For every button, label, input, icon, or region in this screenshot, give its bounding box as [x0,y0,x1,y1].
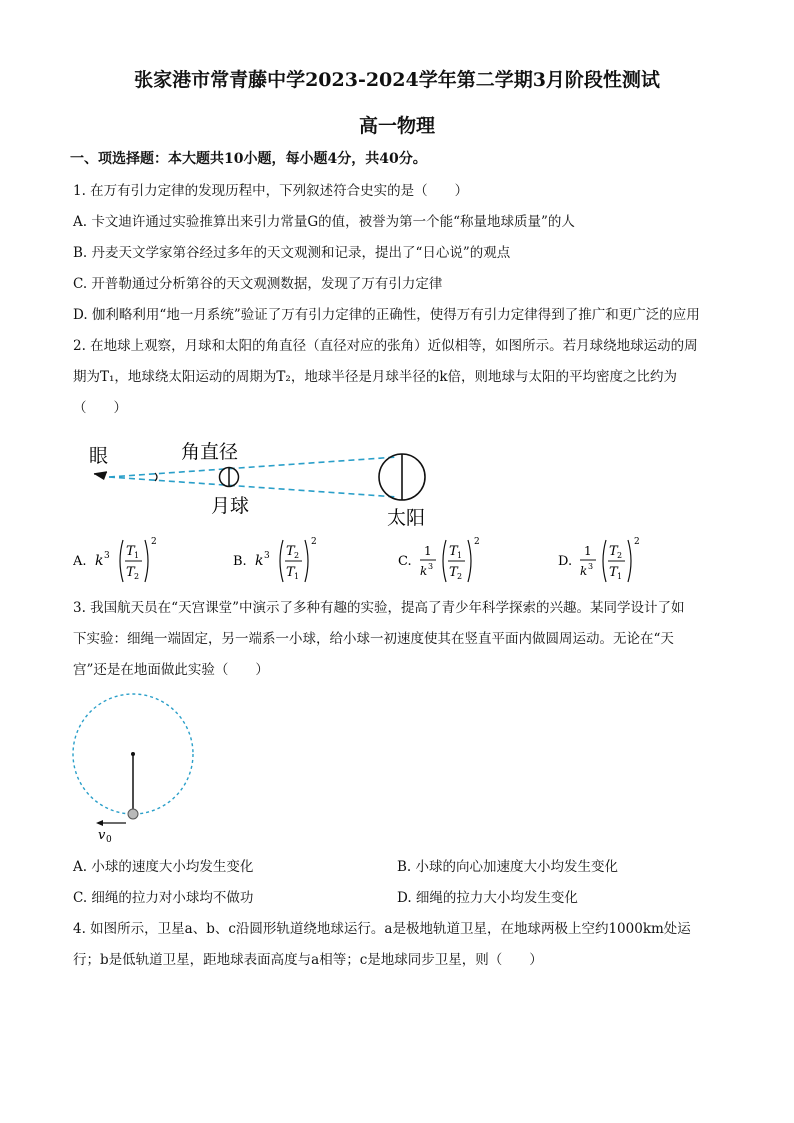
paren-left [280,540,283,582]
arrow-head-icon [96,820,103,826]
frac-num-sub: 1 [457,551,463,560]
frac-num: T [449,544,458,559]
q2-option-b [233,534,343,590]
frac-den-sub: 2 [457,572,463,581]
paren-right [305,540,308,582]
sightline-lower [109,477,397,497]
q2-option-d [558,534,668,590]
outer-exp: 2 [474,537,480,547]
paren-left [603,540,606,582]
q1-option-a: A. 卡文迪许通过实验推算出来引力常量G的值，被誉为第一个能“称量地球质量”的人 [73,214,575,230]
outer-exp: 2 [634,537,640,547]
coef-exp: 3 [264,551,270,561]
q2-line1: 2. 在地球上观察，月球和太阳的角直径（直径对应的张角）近似相等，如图所示。若月球绕地球运动的周 [73,338,698,354]
frac-den-sub: 1 [294,572,300,581]
q3-option-b: B. 小球的向心加速度大小均发生变化 [397,859,619,875]
frac-den: T [609,565,618,580]
option-label: D. [558,554,573,569]
sun-icon [379,454,425,500]
paren-right [468,540,471,582]
q2-option-a [73,534,183,590]
q3-line1: 3. 我国航天员在“天宫课堂”中演示了多种有趣的实验，提高了青少年科学探索的兴趣。某同学设计了如 [73,600,685,616]
eye-icon [94,472,107,480]
option-label: C. [398,554,412,569]
frac-den: T [126,565,135,580]
exam-subtitle: 高一物理 [358,115,435,137]
paren-right [628,540,631,582]
coef-k: k [255,553,264,569]
coef-den: k [420,564,428,578]
outer-exp: 2 [151,537,157,547]
paren-left [443,540,446,582]
frac-num-sub: 1 [134,551,140,560]
section-heading: 一、项选择题：本大题共10小题，每小题4分，共40分。 [70,151,427,167]
q1-option-d: D. 伽利略利用“地一月系统”验证了万有引力定律的正确性，使得万有引力定律得到了推广和更广泛的应用 [73,307,700,323]
frac-den-sub: 2 [134,572,140,581]
angle-arc [155,473,157,481]
q1-stem: 1. 在万有引力定律的发现历程中，下列叙述符合史实的是（ ） [73,183,469,199]
paren-left [120,540,123,582]
q2-option-c [398,534,508,590]
frac-den: T [449,565,458,580]
q3-option-c: C. 细绳的拉力对小球均不做功 [73,890,254,906]
label-moon: 月球 [211,495,250,517]
ball-icon [128,809,138,819]
q3-option-a: A. 小球的速度大小均发生变化 [73,859,254,875]
frac-den: T [286,565,295,580]
label-angular-diameter: 角直径 [181,441,239,463]
frac-num-sub: 2 [617,551,623,560]
exam-title: 张家港市常青藤中学2023-2024学年第二学期3月阶段性测试 [134,69,660,91]
frac-num: T [126,544,135,559]
coef-num: 1 [424,544,432,558]
q3-figure [66,692,201,842]
q2-line2: 期为T₁，地球绕太阳运动的周期为T₂，地球半径是月球半径的k倍，则地球与太阳的平均密度之比约为 [73,369,678,385]
coef-den-exp: 3 [588,562,594,571]
option-label: A. [73,554,87,569]
q2-line3: （ ） [73,400,127,416]
moon-icon [220,468,239,487]
frac-num: T [609,544,618,559]
q4-line1: 4. 如图所示，卫星a、b、c沿圆形轨道绕地球运行。a是极地轨道卫星，在地球两极上空约1000km处运 [73,921,691,937]
coef-den: k [580,564,588,578]
frac-den-sub: 1 [617,572,623,581]
q4-line2: 行；b是低轨道卫星，距地球表面高度与a相等；c是地球同步卫星，则（ ） [73,952,543,968]
label-v: v [98,828,106,842]
q3-option-d: D. 细绳的拉力大小均发生变化 [397,890,578,906]
frac-num: T [286,544,295,559]
coef-num: 1 [584,544,592,558]
paren-right [145,540,148,582]
outer-exp: 2 [311,537,317,547]
q3-line3: 宫”还是在地面做此实验（ ） [73,662,269,678]
q1-option-b: B. 丹麦天文学家第谷经过多年的天文观测和记录，提出了“日心说”的观点 [73,245,511,261]
sightline-upper [109,457,397,477]
label-sun: 太阳 [387,507,426,528]
option-label: B. [233,554,247,569]
coef-k: k [95,553,104,569]
label-v-sub: 0 [106,835,112,842]
frac-num-sub: 2 [294,551,300,560]
q1-option-c: C. 开普勒通过分析第谷的天文观测数据，发现了万有引力定律 [73,276,443,292]
coef-den-exp: 3 [428,562,434,571]
q2-figure [85,436,445,528]
coef-exp: 3 [104,551,110,561]
label-eye: 眼 [89,445,109,467]
q3-line2: 下实验：细绳一端固定，另一端系一小球，给小球一初速度使其在竖直平面内做圆周运动。无论在“天 [73,631,674,647]
